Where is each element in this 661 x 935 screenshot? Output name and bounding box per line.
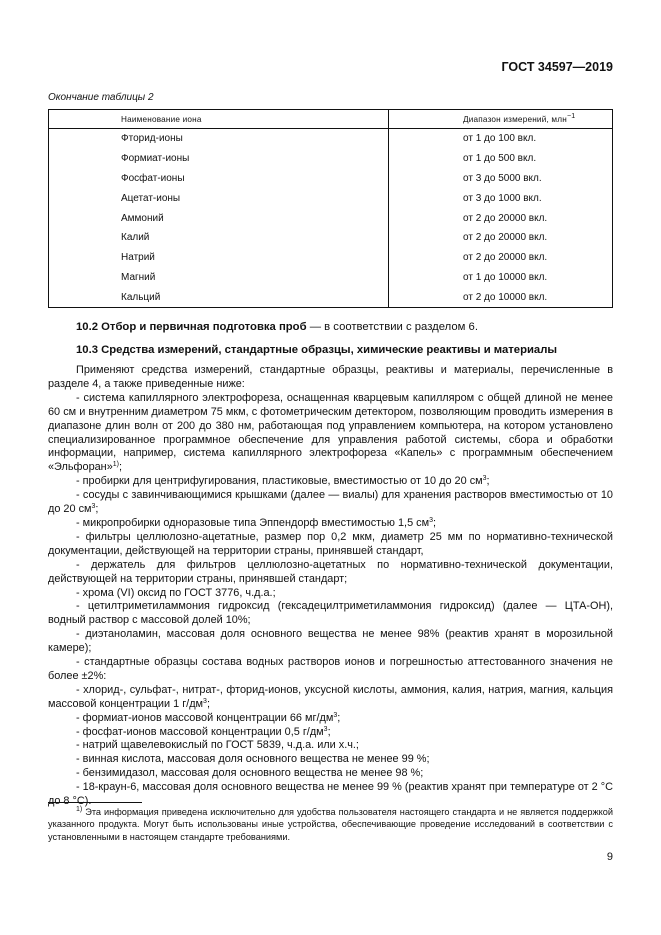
footnote-ref: 1): [112, 461, 119, 469]
item-phosphate: [48, 726, 613, 740]
item-ctab: - цетилтриметиламмония гидроксид (гексадецилтриметиламмония гидроксид) (далее — ЦТА-ОН), водный раствор с массовой долей 10%;: [48, 600, 613, 627]
cube-sup: 3: [333, 711, 338, 719]
item-ion-concentrations-text: - хлорид-, сульфат-, нитрат-, фторид-ионов, уксусной кислоты, аммония, калия, натрия, магния, кальция массовой концентрации 1 г/дм: [48, 683, 613, 710]
table-row: [49, 287, 613, 307]
item-filters: - фильтры целлюлозно-ацетатные, размер пор 0,2 мкм, диаметр 25 мм по нормативно-технической документации, действующей на территории страны, принявшей стандарт,: [48, 530, 613, 557]
ion-name-cell: Калий: [49, 228, 389, 248]
section-10-2-title: 10.2 Отбор и первичная подготовка проб: [76, 321, 307, 333]
item-diethanolamine: - диэтаноламин, массовая доля основного вещества не менее 98% (реактив хранят в морозильной камере);: [48, 628, 613, 655]
range-cell: от 1 до 100 вкл.: [389, 129, 613, 149]
paragraph-intro: Применяют средства измерений, стандартные образцы, реактивы и материалы, перечисленные в разделе 4, а также приведенные ниже:: [48, 364, 613, 390]
item-ion-concentrations: [48, 684, 613, 712]
column-header-range-sup: −1: [566, 112, 576, 120]
range-cell: от 2 до 20000 вкл.: [389, 208, 613, 228]
ion-name-cell: Аммоний: [49, 208, 389, 228]
section-10-3-title: 10.3 Средства измерений, стандартные образцы, химические реактивы и материалы: [76, 344, 558, 356]
cube-sup: 3: [203, 697, 207, 705]
ion-name-cell: Магний: [49, 268, 389, 288]
range-cell: от 2 до 20000 вкл.: [389, 248, 613, 268]
cube-sup: 3: [482, 475, 487, 483]
ion-name-cell: Фосфат-ионы: [49, 169, 389, 189]
item-tubes: [48, 475, 613, 489]
range-cell: от 3 до 5000 вкл.: [389, 169, 613, 189]
semicolon: ;: [337, 711, 341, 724]
table-caption: Окончание таблицы 2: [48, 92, 154, 103]
table-row: [49, 188, 613, 208]
semicolon: ;: [433, 516, 437, 529]
item-vials-text: - сосуды с завинчивающимися крышками (далее — виалы) для хранения растворов вместимостью от 10 до 20 см: [48, 489, 613, 516]
cube-sup: 3: [429, 516, 433, 524]
item-ce-system: [48, 392, 613, 475]
cube-sup: 3: [323, 725, 328, 733]
item-18-crown-6: - 18-краун-6, массовая доля основного вещества не менее 99 % (реактив хранят при температуре от 2 °С до 8 °С).: [48, 781, 613, 808]
item-formate-text: - формиат-ионов массовой концентрации 66 мг/дм: [76, 711, 334, 724]
column-header-ion: Наименование иона: [49, 110, 389, 129]
semicolon: ;: [486, 475, 490, 488]
item-sodium-oxalate: - натрий щавелевокислый по ГОСТ 5839, ч.д.а. или х.ч.;: [76, 739, 359, 752]
section-10-3-body: [48, 364, 613, 809]
table-row: [49, 268, 613, 288]
page-number: 9: [606, 851, 613, 863]
ion-name-cell: Натрий: [49, 248, 389, 268]
section-10-2: [76, 321, 478, 333]
range-cell: от 2 до 20000 вкл.: [389, 228, 613, 248]
table-row: [49, 228, 613, 248]
ion-ranges-table: [48, 109, 613, 308]
column-header-range: [389, 110, 613, 129]
footnote-text: Эта информация приведена исключительно для удобства пользователя настоящего стандарта и не является поддержкой указанного продукта. Могут быть использованы иные устройства, обеспечивающие проведение исследований в соответствии с установленными в настоящем стандарте требованиями.: [48, 807, 613, 842]
ion-name-cell: Фторид-ионы: [49, 129, 389, 149]
semicolon: ;: [95, 503, 99, 516]
table-row: [49, 248, 613, 268]
item-chromium-oxide: - хрома (VI) оксид по ГОСТ 3776, ч.д.а.;: [76, 586, 276, 599]
semicolon: ;: [206, 697, 210, 710]
item-tartaric-acid: - винная кислота, массовая доля основного вещества не менее 99 %;: [76, 753, 430, 766]
range-cell: от 1 до 10000 вкл.: [389, 268, 613, 288]
range-cell: от 3 до 1000 вкл.: [389, 188, 613, 208]
footnote: [48, 806, 613, 843]
item-benzimidazole: - бензимидазол, массовая доля основного вещества не менее 98 %;: [76, 767, 424, 780]
item-ce-system-end: ;: [119, 461, 123, 474]
table-row: [49, 208, 613, 228]
item-formate: [48, 712, 613, 726]
ion-name-cell: Формиат-ионы: [49, 149, 389, 169]
item-tubes-text: - пробирки для центрифугирования, пластиковые, вместимостью от 10 до 20 см: [76, 475, 483, 488]
range-cell: от 1 до 500 вкл.: [389, 149, 613, 169]
document-header: ГОСТ 34597—2019: [501, 60, 613, 74]
item-vials: [48, 489, 613, 517]
item-ce-system-text: - система капиллярного электрофореза, оснащенная кварцевым капилляром с общей длиной не менее 60 см и внутренним диаметром 75 мкм, с фотометрическим детектором, позволяющим проводить измерения в диапазоне длин волн от 200 до 380 нм, работающая под управлением компьютера, на котором установлено специализированное программное обеспечение для управления работой системы, сбора и обработки информации, например, система капиллярного электрофореза «Капель» с программным обеспечением «Эльфоран»: [48, 391, 613, 474]
section-10-3: [76, 344, 557, 356]
semicolon: ;: [327, 725, 331, 738]
item-standard-samples: - стандартные образцы состава водных растворов ионов и погрешностью аттестованного значения не более ±2%:: [48, 656, 613, 682]
ion-name-cell: Ацетат-ионы: [49, 188, 389, 208]
item-microtubes-text: - микропробирки одноразовые типа Эппендорф вместимостью 1,5 см: [76, 516, 430, 529]
item-microtubes: [48, 517, 613, 531]
footnote-paragraph: [48, 806, 613, 843]
footnote-marker: 1): [76, 806, 83, 813]
table-row: [49, 129, 613, 149]
range-cell: от 2 до 10000 вкл.: [389, 287, 613, 307]
cube-sup: 3: [91, 503, 96, 511]
ion-name-cell: Кальций: [49, 287, 389, 307]
item-filter-holder: - держатель для фильтров целлюлозно-ацетатных по нормативно-технической документации, действующей на территории страны, принявшей стандарт;: [48, 558, 613, 585]
table-header-row: [49, 110, 613, 129]
footnote-divider: [48, 802, 142, 803]
table-row: [49, 149, 613, 169]
item-phosphate-text: - фосфат-ионов массовой концентрации 0,5 г/дм: [76, 725, 324, 738]
section-10-2-text: — в соответствии с разделом 6.: [306, 321, 478, 333]
column-header-range-label: Диапазон измерений, млн: [463, 114, 567, 124]
table-row: [49, 169, 613, 189]
